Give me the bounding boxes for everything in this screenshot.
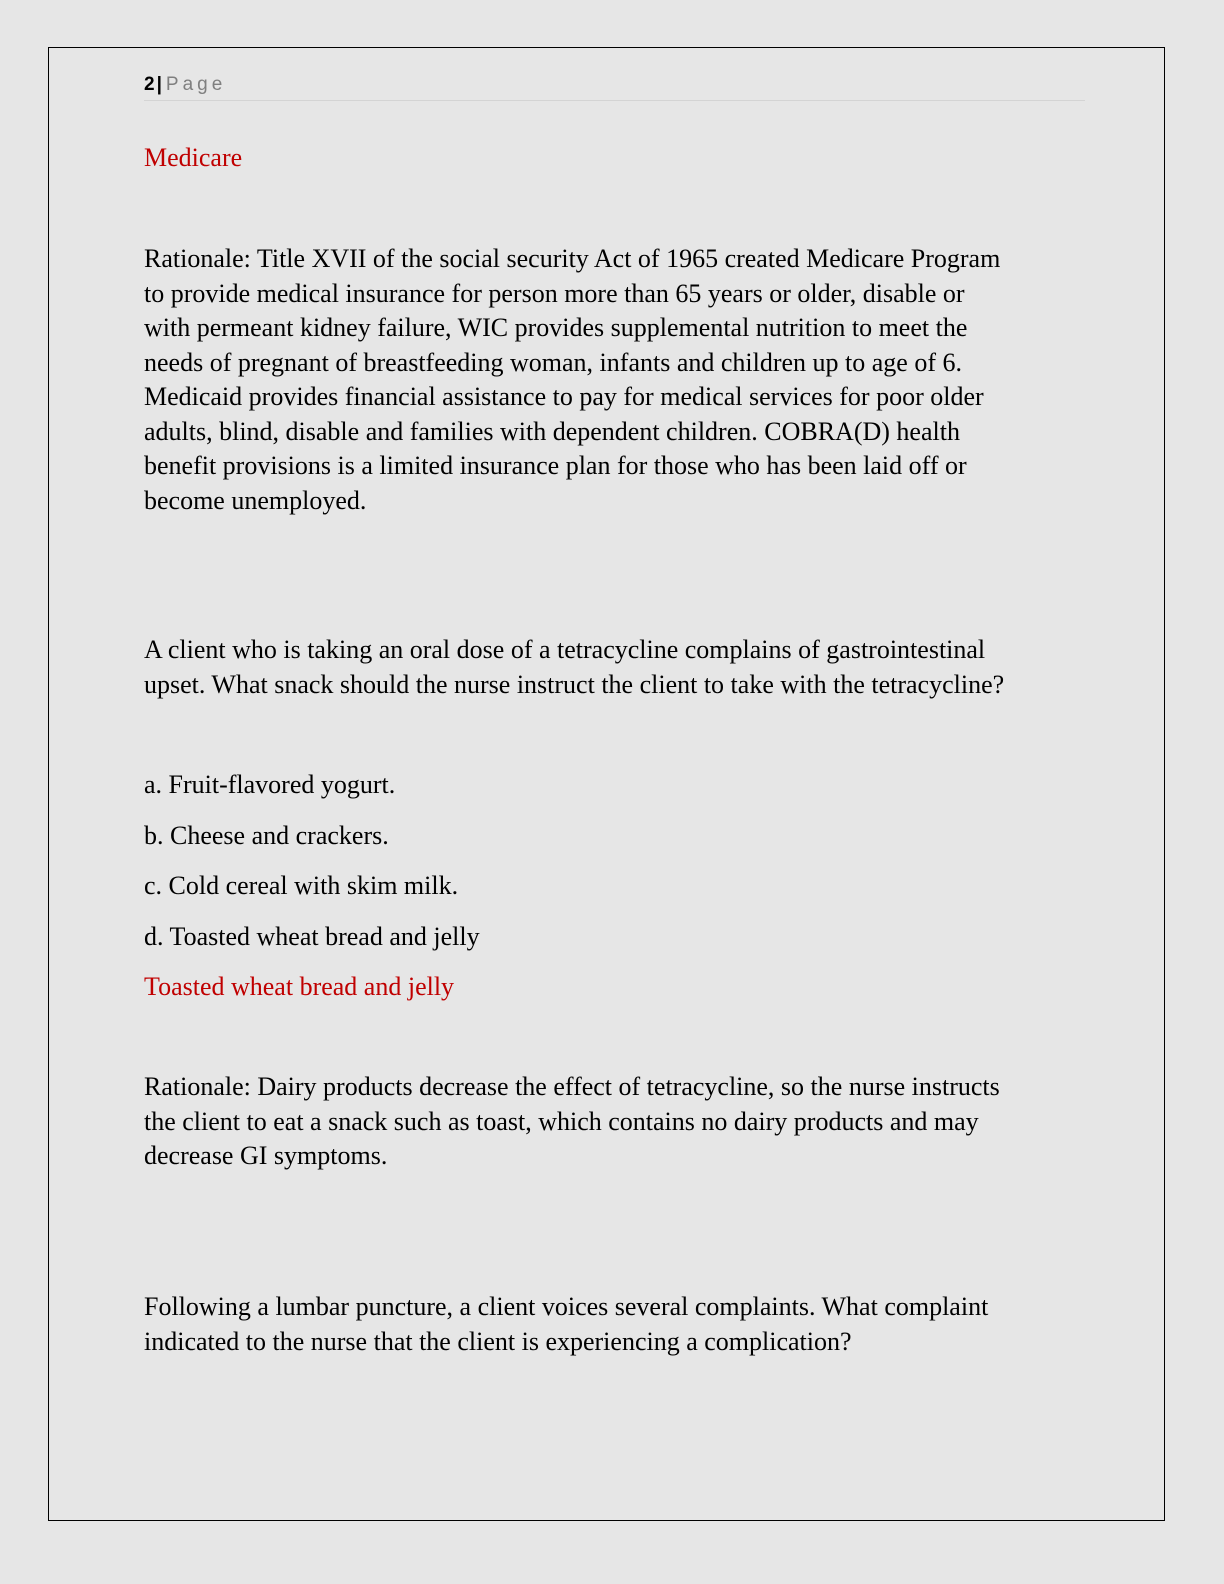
option-a: a. Fruit-flavored yogurt. bbox=[144, 770, 396, 799]
text-line: to provide medical insurance for person more than 65 years or older, disable or bbox=[144, 278, 965, 308]
header-separator: | bbox=[156, 74, 162, 95]
question-line: Following a lumbar puncture, a client voices several complaints. What complaint bbox=[144, 1292, 989, 1321]
question-line: A client who is taking an oral dose of a tetracycline complains of gastrointestinal bbox=[144, 635, 986, 664]
answer-tetracycline: Toasted wheat bread and jelly bbox=[144, 972, 455, 1001]
question-line: indicated to the nurse that the client is experiencing a complication? bbox=[144, 1326, 852, 1356]
question-line: upset. What snack should the nurse instruct the client to take with the tetracycline? bbox=[144, 669, 1005, 699]
page-header bbox=[144, 72, 1085, 101]
option-c: c. Cold cereal with skim milk. bbox=[144, 871, 459, 900]
text-line: decrease GI symptoms. bbox=[144, 1141, 388, 1170]
text-line: needs of pregnant of breastfeeding woman, infants and children up to age of 6. bbox=[144, 347, 963, 377]
option-b: b. Cheese and crackers. bbox=[144, 820, 389, 850]
text-line: benefit provisions is a limited insurance plan for those who has been laid off or bbox=[144, 451, 967, 480]
answer-medicare: Medicare bbox=[144, 143, 243, 172]
option-d: d. Toasted wheat bread and jelly bbox=[144, 921, 480, 951]
text-line: become unemployed. bbox=[144, 485, 367, 515]
text-line: Rationale: Dairy products decrease the effect of tetracycline, so the nurse instructs bbox=[144, 1072, 1000, 1101]
text-line: Rationale: Title XVII of the social security Act of 1965 created Medicare Program bbox=[144, 244, 1001, 273]
page-label: Page bbox=[165, 74, 227, 95]
text-line: the client to eat a snack such as toast, which contains no dairy products and may bbox=[144, 1106, 979, 1136]
page-number: 2 bbox=[144, 74, 155, 95]
text-line: adults, blind, disable and families with dependent children. COBRA(D) health bbox=[144, 416, 960, 446]
text-line: with permeant kidney failure, WIC provides supplemental nutrition to meet the bbox=[144, 313, 968, 342]
text-line: Medicaid provides financial assistance to pay for medical services for poor older bbox=[144, 382, 984, 411]
